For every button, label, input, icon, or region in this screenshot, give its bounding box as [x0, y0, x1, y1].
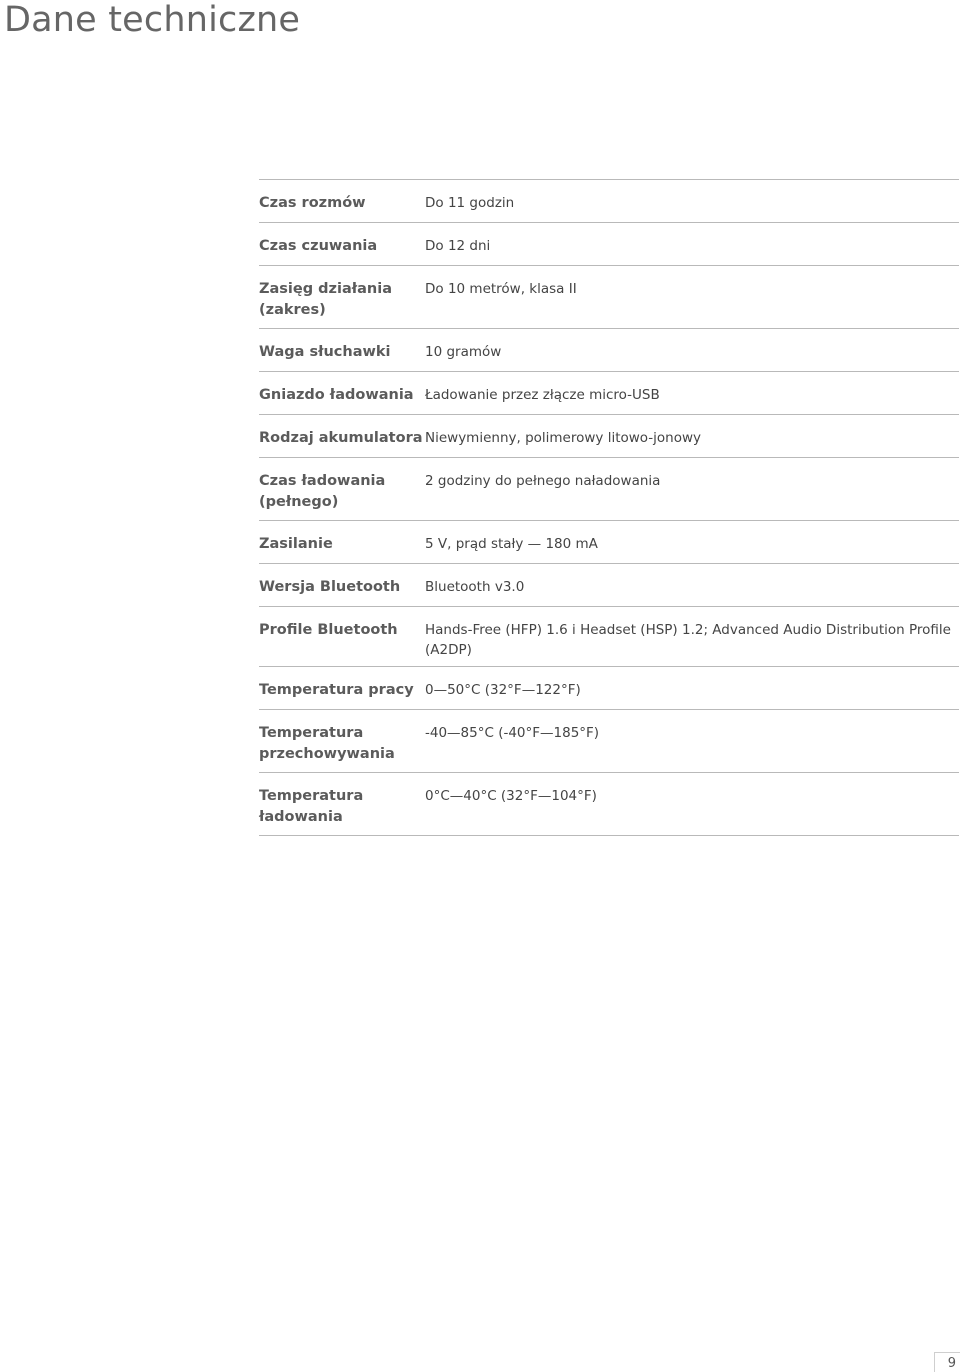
- spec-value: Do 12 dni: [425, 238, 491, 254]
- spec-row-czas-rozmow: [259, 180, 959, 223]
- spec-value: Hands-Free (HFP) 1.6 i Headset (HSP) 1.2; Advanced Audio Distribution Profile (A2DP): [425, 622, 951, 658]
- spec-table: [259, 179, 959, 836]
- spec-label: Temperatura pracy: [259, 682, 414, 698]
- page-number: 9: [947, 1356, 956, 1371]
- spec-label: Czas czuwania: [259, 238, 378, 254]
- spec-value: -40—85°C (-40°F—185°F): [425, 725, 600, 741]
- spec-value: Bluetooth v3.0: [425, 579, 525, 595]
- spec-value: Do 11 godzin: [425, 195, 515, 211]
- spec-row-gniazdo: [259, 372, 959, 415]
- spec-label: Profile Bluetooth: [259, 622, 398, 638]
- spec-row-czas-czuwania: [259, 223, 959, 266]
- spec-row-profile-bluetooth: [259, 607, 959, 667]
- spec-row-zasilanie: [259, 521, 959, 564]
- spec-row-wersja-bluetooth: [259, 564, 959, 607]
- spec-row-temperatura-ladowania: [259, 773, 959, 836]
- spec-row-temperatura-przechowywania: [259, 710, 959, 773]
- spec-value: Do 10 metrów, klasa II: [425, 281, 577, 297]
- spec-label: Temperatura przechowywania: [259, 725, 395, 762]
- spec-row-temperatura-pracy: [259, 667, 959, 710]
- spec-value: 0°C—40°C (32°F—104°F): [425, 788, 597, 804]
- spec-value: 2 godziny do pełnego naładowania: [425, 473, 661, 489]
- spec-label: Gniazdo ładowania: [259, 387, 414, 403]
- spec-value: 10 gramów: [425, 344, 502, 360]
- spec-label: Zasilanie: [259, 536, 333, 552]
- spec-label: Rodzaj akumulatora: [259, 430, 423, 446]
- page-number-frame: [934, 1352, 960, 1372]
- spec-value: 5 V, prąd stały — 180 mA: [425, 536, 598, 552]
- spec-label: Zasięg działania (zakres): [259, 281, 392, 318]
- spec-label: Czas rozmów: [259, 195, 366, 211]
- spec-row-waga: [259, 329, 959, 372]
- spec-label: Czas ładowania (pełnego): [259, 473, 386, 510]
- spec-value: Niewymienny, polimerowy litowo-jonowy: [425, 430, 702, 446]
- spec-row-akumulator: [259, 415, 959, 458]
- spec-value: Ładowanie przez złącze micro-USB: [425, 387, 660, 403]
- spec-row-zasieg: [259, 266, 959, 329]
- spec-label: Temperatura ładowania: [259, 788, 364, 825]
- spec-value: 0—50°C (32°F—122°F): [425, 682, 581, 698]
- page-title: Dane techniczne: [4, 0, 301, 40]
- spec-label: Waga słuchawki: [259, 344, 391, 360]
- spec-row-czas-ladowania: [259, 458, 959, 521]
- spec-label: Wersja Bluetooth: [259, 579, 401, 595]
